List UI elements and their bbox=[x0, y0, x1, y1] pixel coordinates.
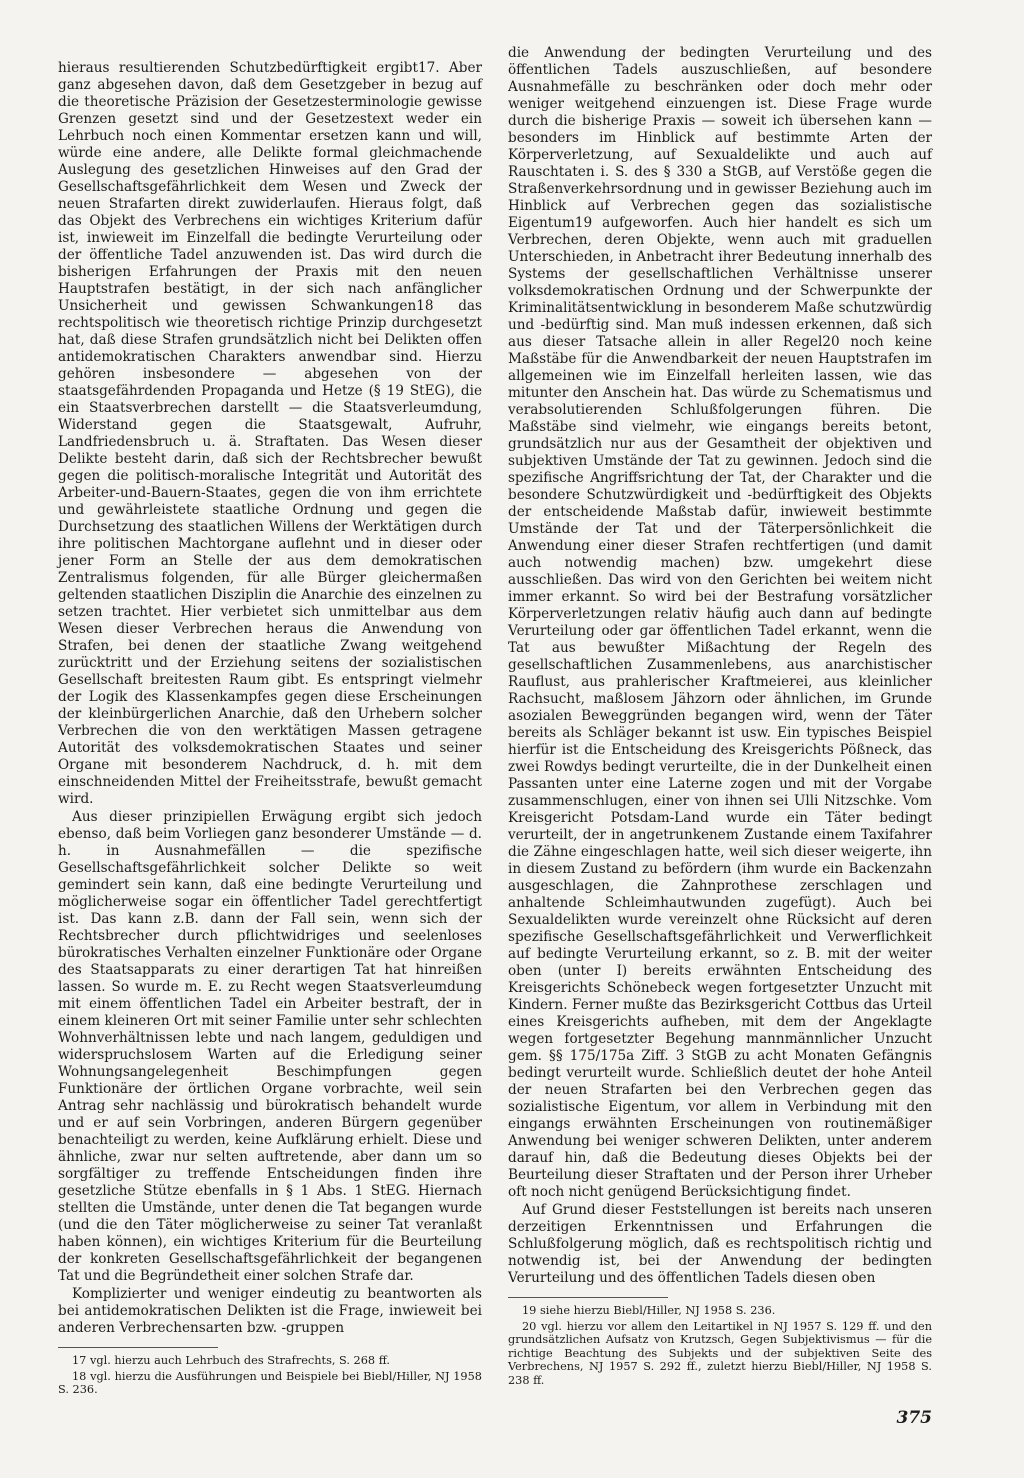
footnote: 18 vgl. hierzu die Ausführungen und Beispiele bei Biebl/Hiller, NJ 1958 S. 236. bbox=[58, 1369, 482, 1397]
right-column bbox=[508, 45, 932, 1390]
footnote: 19 siehe hierzu Biebl/Hiller, NJ 1958 S. 236. bbox=[522, 1304, 776, 1317]
footnote-divider bbox=[508, 1297, 668, 1298]
footnote: 20 vgl. hierzu vor allem den Leitartikel in NJ 1957 S. 129 ff. und den grundsätzlichen Aufsatz von Krutzsch, Gegen Subjektivismus — für die richtige Beachtung des Subjekts und der subjektiven Seite des Verbrechens, NJ 1957 S. 292 ff., zuletzt hierzu Biebl/Hiller, NJ 1958 S. 238 ff. bbox=[508, 1319, 932, 1387]
paragraph: Komplizierter und weniger eindeutig zu beantworten als bei antidemokratischen Delikten ist die Frage, inwieweit bei anderen Verbrechensarten bzw. -gruppen bbox=[58, 1286, 482, 1336]
left-column bbox=[58, 60, 482, 1399]
footnote-divider bbox=[58, 1347, 218, 1348]
footnote: 17 vgl. hierzu auch Lehrbuch des Strafrechts, S. 268 ff. bbox=[72, 1354, 390, 1367]
page-number: 375 bbox=[896, 1408, 932, 1428]
paragraph: Auf Grund dieser Feststellungen ist bereits nach unseren derzeitigen Erkenntnissen und Erfahrungen die Schlußfolgerung möglich, daß es rechtspolitisch richtig und notwendig ist, bei der Anwendung der bedingten Verurteilung und des öffentlichen Tadels diesen oben bbox=[508, 1202, 932, 1286]
paragraph: Aus dieser prinzipiellen Erwägung ergibt sich jedoch ebenso, daß beim Vorliegen ganz besonderer Umstände — d. h. in Ausnahmefällen — die spezifische Gesellschaftsgefährlichkeit solcher Delikte so weit gemindert sein kann, daß eine bedingte Verurteilung und möglicherweise sogar ein öffentlicher Tadel gerechtfertigt ist. Das kann z.B. dann der Fall sein, wenn sich der Rechtsbrecher durch pflichtwidriges und seelenloses bürokratisches Verhalten einzelner Funktionäre oder Organe des Staatsapparats zu einer derartigen Tat hat hinreißen lassen. So wurde m. E. zu Recht wegen Staatsverleumdung mit einem öffentlichen Tadel ein Arbeiter bestraft, der in einem kleineren Ort mit seiner Familie unter sehr schlechten Wohnverhältnissen lebte und nach langem, geduldigen und widerspruchslosem Warten auf die Erledigung seiner Wohnungsangelegenheit Beschimpfungen gegen Funktionäre der örtlichen Organe vorbrachte, weil sein Antrag sehr nachlässig und bürokratisch behandelt wurde und er auf sein Vorbringen, anderen Bürgern gegenüber benachteiligt zu werden, keine Aufklärung erhielt. Diese und ähnliche, zwar nur selten auftretende, aber dann um so sorgfältiger zu treffende Entscheidungen finden ihre gesetzliche Stütze ebenfalls in § 1 Abs. 1 StEG. Hiernach stellten die Umstände, unter denen die Tat begangen wurde (und die den Täter möglicherweise zu seiner Tat veranlaßt haben können), ein wichtiges Kriterium für die Beurteilung der konkreten Gesellschaftsgefährlichkeit der begangenen Tat und die Begründetheit einer solchen Strafe dar. bbox=[58, 809, 482, 1284]
paragraph: hieraus resultierenden Schutzbedürftigkeit ergibt17. Aber ganz abgesehen davon, daß dem Gesetzgeber in bezug auf die theoretische Präzision der Gesetzesterminologie gewisse Grenzen gesetzt sind und der Gesetzestext weder ein Lehrbuch noch einen Kommentar ersetzen kann und will, würde eine andere, alle Delikte formal gleichmachende Auslegung des gesetzlichen Hinweises auf den Grad der Gesellschaftsgefährlichkeit dem Wesen und Zweck der neuen Strafarten direkt zuwiderlaufen. Hieraus folgt, daß das Objekt des Verbrechens ein wichtiges Kriterium dafür ist, inwieweit im Einzelfall die bedingte Verurteilung oder der öffentliche Tadel anzuwenden ist. Das wird durch die bisherigen Erfahrungen der Praxis mit den neuen Hauptstrafen bestätigt, in der sich nach anfänglicher Unsicherheit und gewissen Schwankungen18 das rechtspolitisch wie theoretisch richtige Prinzip durchgesetzt hat, daß diese Strafen grundsätzlich nicht bei Delikten offen antidemokratischen Charakters anwendbar sind. Hierzu gehören insbesondere — abgesehen von der staatsgefährdenden Propaganda und Hetze (§ 19 StEG), die ein Staatsverbrechen darstellt — die Staatsverleumdung, Widerstand gegen die Staatsgewalt, Aufruhr, Landfriedensbruch u. ä. Straftaten. Das Wesen dieser Delikte besteht darin, daß sich der Rechtsbrecher bewußt gegen die politisch-moralische Integrität und Autorität des Arbeiter-und-Bauern-Staates, gegen die von ihm errichtete und gewährleistete staatliche Ordnung und gegen die Durchsetzung des staatlichen Willens der Werktätigen durch ihre politischen Machtorgane auflehnt und in dieser oder jener Form an Stelle der aus dem demokratischen Zentralismus folgenden, für alle Bürger gleichermaßen geltenden staatlichen Disziplin die Anarchie des einzelnen zu setzen trachtet. Hier verbietet sich unmittelbar aus dem Wesen dieser Verbrechen heraus die Anwendung von Strafen, bei denen der staatliche Zwang weitgehend zurücktritt und der Erziehung seitens der sozialistischen Gesellschaft breitesten Raum gibt. Es entspringt vielmehr der Logik des Klassenkampfes gegen diese Erscheinungen der kleinbürgerlichen Anarchie, daß den Urhebern solcher Verbrechen die von den werktätigen Massen getragene Autorität des volksdemokratischen Staates und seiner Organe mit besonderem Nachdruck, d. h. mit dem einschneidenden Mittel der Freiheitsstrafe, bewußt gemacht wird. bbox=[58, 60, 482, 807]
paragraph: die Anwendung der bedingten Verurteilung und des öffentlichen Tadels auszuschließen, auf besondere Ausnahmefälle zu beschränken oder doch mehr oder weniger weitgehend einzuengen ist. Diese Frage wurde durch die bisherige Praxis — soweit ich übersehen kann — besonders im Hinblick auf bestimmte Arten der Körperverletzung, auf Sexualdelikte und auch auf Rauschtaten i. S. des § 330 a StGB, auf Verstöße gegen die Straßenverkehrsordnung und in gewisser Beziehung auch im Hinblick auf Verbrechen gegen das sozialistische Eigentum19 aufgeworfen. Auch hier handelt es sich um Verbrechen, deren Objekte, wenn auch mit graduellen Unterschieden, in Anbetracht ihrer Bedeutung innerhalb des Systems der gesellschaftlichen Verhältnisse unserer volksdemokratischen Ordnung und der Schwerpunkte der Kriminalitätsentwicklung in besonderem Maße schutzwürdig und -bedürftig sind. Man muß indessen erkennen, daß sich aus dieser Tatsache allein in aller Regel20 noch keine Maßstäbe für die Anwendbarkeit der neuen Hauptstrafen im allgemeinen wie im Einzelfall herleiten lassen, wie das mitunter den Anschein hat. Das würde zu Schematismus und verabsolutierenden Schlußfolgerungen führen. Die Maßstäbe sind vielmehr, wie eingangs bereits betont, grundsätzlich nur aus der Gesamtheit der objektiven und subjektiven Umstände der Tat zu gewinnen. Jedoch sind die spezifische Angriffsrichtung der Tat, der Charakter und die besondere Schutzwürdigkeit und -bedürftigkeit des Objekts der entscheidende Maßstab dafür, inwieweit bestimmte Umstände der Tat und der Täterpersönlichkeit die Anwendung einer dieser Strafen rechtfertigen (und damit auch notwendig machen) bzw. umgekehrt diese ausschließen. Das wird von den Gerichten bei weitem nicht immer erkannt. So wird bei der Bestrafung vorsätzlicher Körperverletzungen relativ häufig auch dann auf bedingte Verurteilung oder gar öffentlichen Tadel erkannt, wenn die Tat aus bewußter Mißachtung der Regeln des gesellschaftlichen Zusammenlebens, aus anarchistischer Rauflust, aus prahlerischer Kraftmeierei, aus kleinlicher Rachsucht, maßlosem Jähzorn oder ähnlichen, im Grunde asozialen Beweggründen begangen wird, wenn der Täter bereits als Schläger bekannt ist usw. Ein typisches Beispiel hierfür ist die Entscheidung des Kreisgerichts Pößneck, das zwei Rowdys bedingt verurteilte, die in der Dunkelheit einen Passanten unter eine Laterne zogen und mit der Vorgabe zusammenschlugen, einer von ihnen sei Ulli Nitzschke. Vom Kreisgericht Potsdam-Land wurde ein Täter bedingt verurteilt, der in angetrunkenem Zustande einem Taxifahrer die Zähne eingeschlagen hatte, weil sich dieser weigerte, ihn in diesem Zustand zu befördern (ihm wurde ein Backenzahn ausgeschlagen, die Zahnprothese zerschlagen und anhaltende Schleimhautwunden zugefügt). Auch bei Sexualdelikten wurde vereinzelt ohne Rücksicht auf deren spezifische Gesellschaftsgefährlichkeit und Verwerflichkeit auf bedingte Verurteilung erkannt, so z. B. mit der weiter oben (unter I) bereits erwähnten Entscheidung des Kreisgerichts Schönebeck wegen fortgesetzter Unzucht mit Kindern. Ferner mußte das Bezirksgericht Cottbus das Urteil eines Kreisgerichts aufheben, mit dem der Angeklagte wegen fortgesetzter Begehung mannmännlicher Unzucht gem. §§ 175/175a Ziff. 3 StGB zu acht Monaten Gefängnis bedingt verurteilt wurde. Schließlich deutet der hohe Anteil der neuen Strafarten bei den Verbrechen gegen das sozialistische Eigentum, vor allem in Verbindung mit den eingangs erwähnten Erscheinungen von routinemäßiger Anwendung bei weniger schweren Delikten, unter anderem darauf hin, daß die Bedeutung dieses Objekts bei der Beurteilung dieser Straftaten und der Person ihrer Urheber oft noch nicht genügend Berücksichtigung findet. bbox=[508, 45, 932, 1200]
